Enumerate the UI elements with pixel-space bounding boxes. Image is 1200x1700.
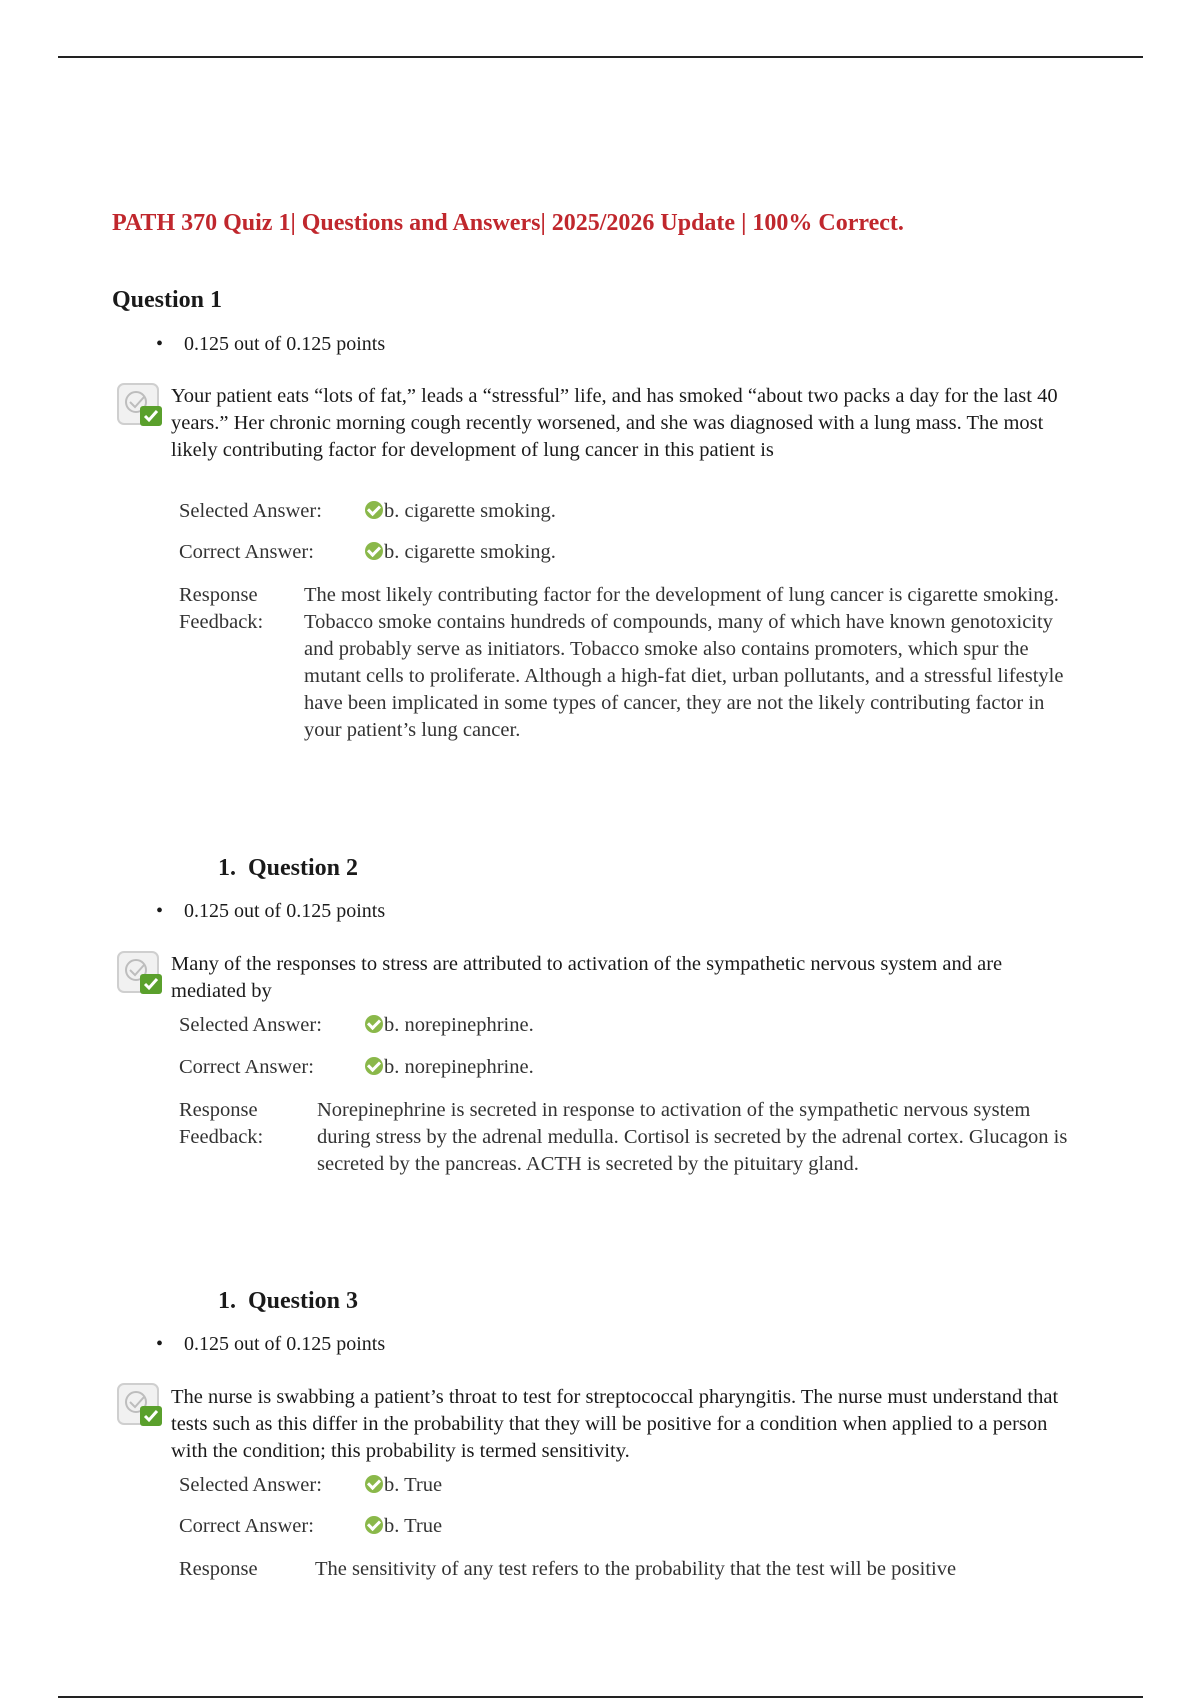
selected-answer-row	[179, 1013, 534, 1037]
feedback-label: Feedback:	[179, 1126, 264, 1148]
check-icon	[365, 1015, 383, 1033]
check-icon	[365, 501, 383, 519]
points-line	[156, 1333, 385, 1356]
question-text: Your patient eats “lots of fat,” leads a “stressful” life, and has smoked “about two packs a day for the last 40 years.” Her chronic morning cough recently worsened, and she was diagnosed with a lung mass. The most likely contributing factor for development of lung cancer in this patient is	[171, 385, 1058, 461]
selected-answer-value: b. True	[384, 1474, 443, 1496]
selected-answer-label: Selected Answer:	[179, 1014, 322, 1036]
points-line	[156, 900, 385, 923]
question-title: Question 1	[112, 287, 223, 313]
correct-answer-label: Correct Answer:	[179, 541, 314, 563]
correct-status-icon	[116, 950, 166, 1000]
points-text: 0.125 out of 0.125 points	[184, 900, 386, 922]
question-text: The nurse is swabbing a patient’s throat to test for streptococcal pharyngitis. The nurse must understand that tests such as this differ in the probability that they will be positive for a condition when applied to a person with the condition; this probability is termed sensitivity.	[171, 1386, 1059, 1462]
bullet: •	[156, 1333, 164, 1355]
selected-answer-row	[179, 1473, 442, 1497]
document-title: PATH 370 Quiz 1| Questions and Answers| 2025/2026 Update | 100% Correct.	[112, 210, 904, 236]
response-feedback-text: The most likely contributing factor for the development of lung cancer is cigarette smoking. Tobacco smoke contains hundreds of compounds, many of which have known genotoxicity and probably serve as initiators. Tobacco smoke also contains promoters, which spur the mutant cells to proliferate. Although a high-fat diet, urban pollutants, and a stressful lifestyle have been implicated in some types of cancer, they are not the likely contributing factor in your patient’s lung cancer.	[304, 584, 1064, 741]
top-rule	[58, 56, 1143, 58]
selected-answer-value: b. norepinephrine.	[384, 1014, 534, 1036]
question-number: 1.	[218, 1288, 236, 1314]
question-heading	[112, 287, 222, 314]
bullet: •	[156, 900, 164, 922]
bottom-rule	[58, 1696, 1143, 1698]
question-heading	[218, 855, 358, 882]
check-icon	[365, 542, 383, 560]
correct-answer-label: Correct Answer:	[179, 1056, 314, 1078]
points-text: 0.125 out of 0.125 points	[184, 1333, 386, 1355]
response-feedback-text: The sensitivity of any test refers to the probability that the test will be positive	[315, 1558, 957, 1580]
points-text: 0.125 out of 0.125 points	[184, 333, 386, 355]
response-feedback-label	[179, 582, 299, 636]
correct-answer-label: Correct Answer:	[179, 1515, 314, 1537]
feedback-label: Feedback:	[179, 611, 264, 633]
check-icon	[365, 1057, 383, 1075]
response-label: Response	[179, 1099, 258, 1121]
correct-answer-value: b. True	[384, 1515, 443, 1537]
bullet: •	[156, 333, 164, 355]
check-icon	[365, 1516, 383, 1534]
response-feedback-text: Norepinephrine is secreted in response to activation of the sympathetic nervous system during stress by the adrenal medulla. Cortisol is secreted by the adrenal cortex. Glucagon is secreted by the pancreas. ACTH is secreted by the pituitary gland.	[317, 1099, 1068, 1175]
response-label: Response	[179, 584, 258, 606]
correct-answer-row	[179, 1055, 534, 1079]
question-number: 1.	[218, 855, 236, 881]
response-label: Response	[179, 1558, 258, 1580]
correct-answer-row	[179, 540, 556, 564]
selected-answer-label: Selected Answer:	[179, 1474, 322, 1496]
response-feedback-label	[179, 1097, 299, 1151]
correct-answer-value: b. cigarette smoking.	[384, 541, 556, 563]
question-title: Question 3	[248, 1288, 359, 1314]
correct-status-icon	[116, 382, 166, 432]
question-title: Question 2	[248, 855, 359, 881]
correct-status-icon	[116, 1382, 166, 1432]
correct-answer-row	[179, 1514, 442, 1538]
selected-answer-row	[179, 499, 556, 523]
response-feedback-label	[179, 1556, 299, 1583]
check-icon	[365, 1475, 383, 1493]
correct-answer-value: b. norepinephrine.	[384, 1056, 534, 1078]
selected-answer-value: b. cigarette smoking.	[384, 500, 556, 522]
question-heading	[218, 1288, 358, 1315]
question-text: Many of the responses to stress are attributed to activation of the sympathetic nervous system and are mediated by	[171, 953, 1003, 1002]
points-line	[156, 333, 385, 356]
selected-answer-label: Selected Answer:	[179, 500, 322, 522]
